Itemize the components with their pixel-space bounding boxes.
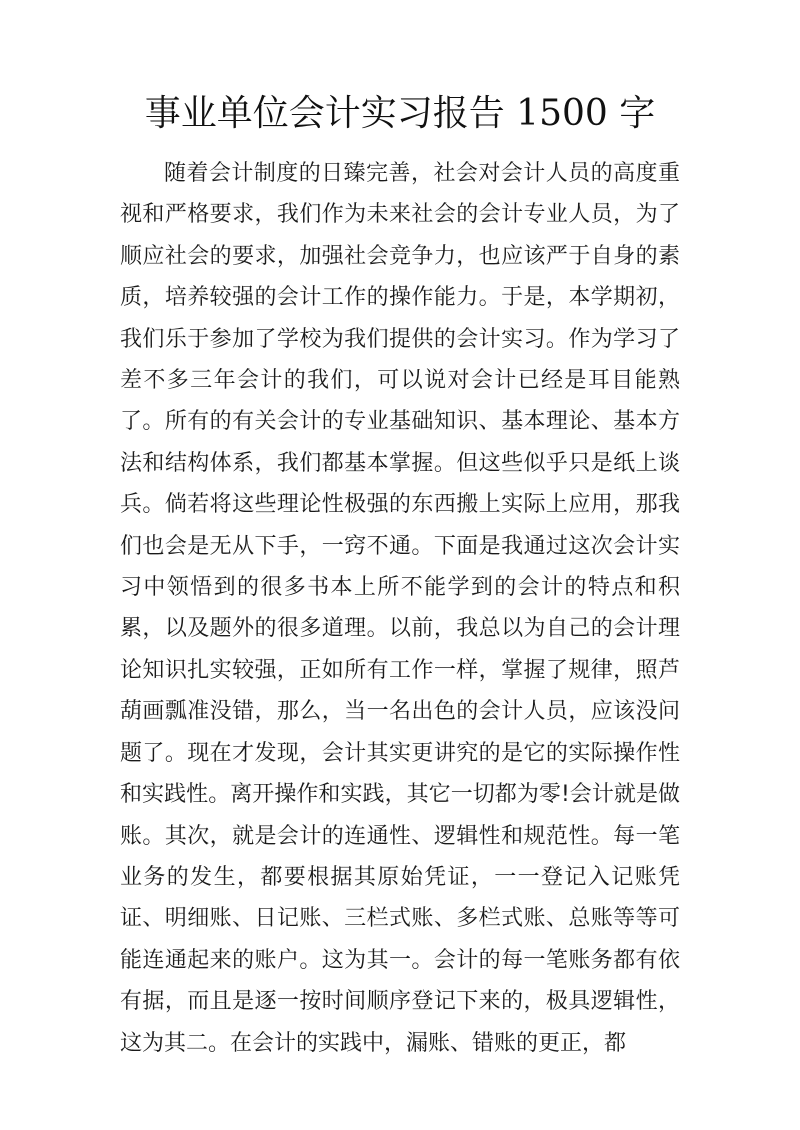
body-paragraph: 随着会计制度的日臻完善，社会对会计人员的高度重视和严格要求，我们作为未来社会的会计专业人员，为了顺应社会的要求，加强社会竞争力，也应该严于自身的素质，培养较强的会计工作的操作能力。于是，本学期初，我们乐于参加了学校为我们提供的会计实习。作为学习了差不多三年会计的我们，可以说对会计已经是耳目能熟了。所有的有关会计的专业基础知识、基本理论、基本方法和结构体系，我们都基本掌握。但这些似乎只是纸上谈兵。倘若将这些理论性极强的东西搬上实际上应用，那我们也会是无从下手，一窍不通。下面是我通过这次会计实习中领悟到的很多书本上所不能学到的会计的特点和积累，以及题外的很多道理。以前，我总以为自己的会计理论知识扎实较强，正如所有工作一样，掌握了规律，照芦葫画瓢准没错，那么，当一名出色的会计人员，应该没问题了。现在才发现，会计其实更讲究的是它的实际操作性和实践性。离开操作和实践，其它一切都为零!会计就是做账。其次，就是会计的连通性、逻辑性和规范性。每一笔业务的发生，都要根据其原始凭证，一一登记入记账凭证、明细账、日记账、三栏式账、多栏式账、总账等等可能连通起来的账户。这为其一。会计的每一笔账务都有依有据，而且是逐一按时间顺序登记下来的，极具逻辑性，这为其二。在会计的实践中，漏账、错账的更正，都 [120,161,680,1056]
document-title: 事业单位会计实习报告 1500 字 [144,93,656,134]
